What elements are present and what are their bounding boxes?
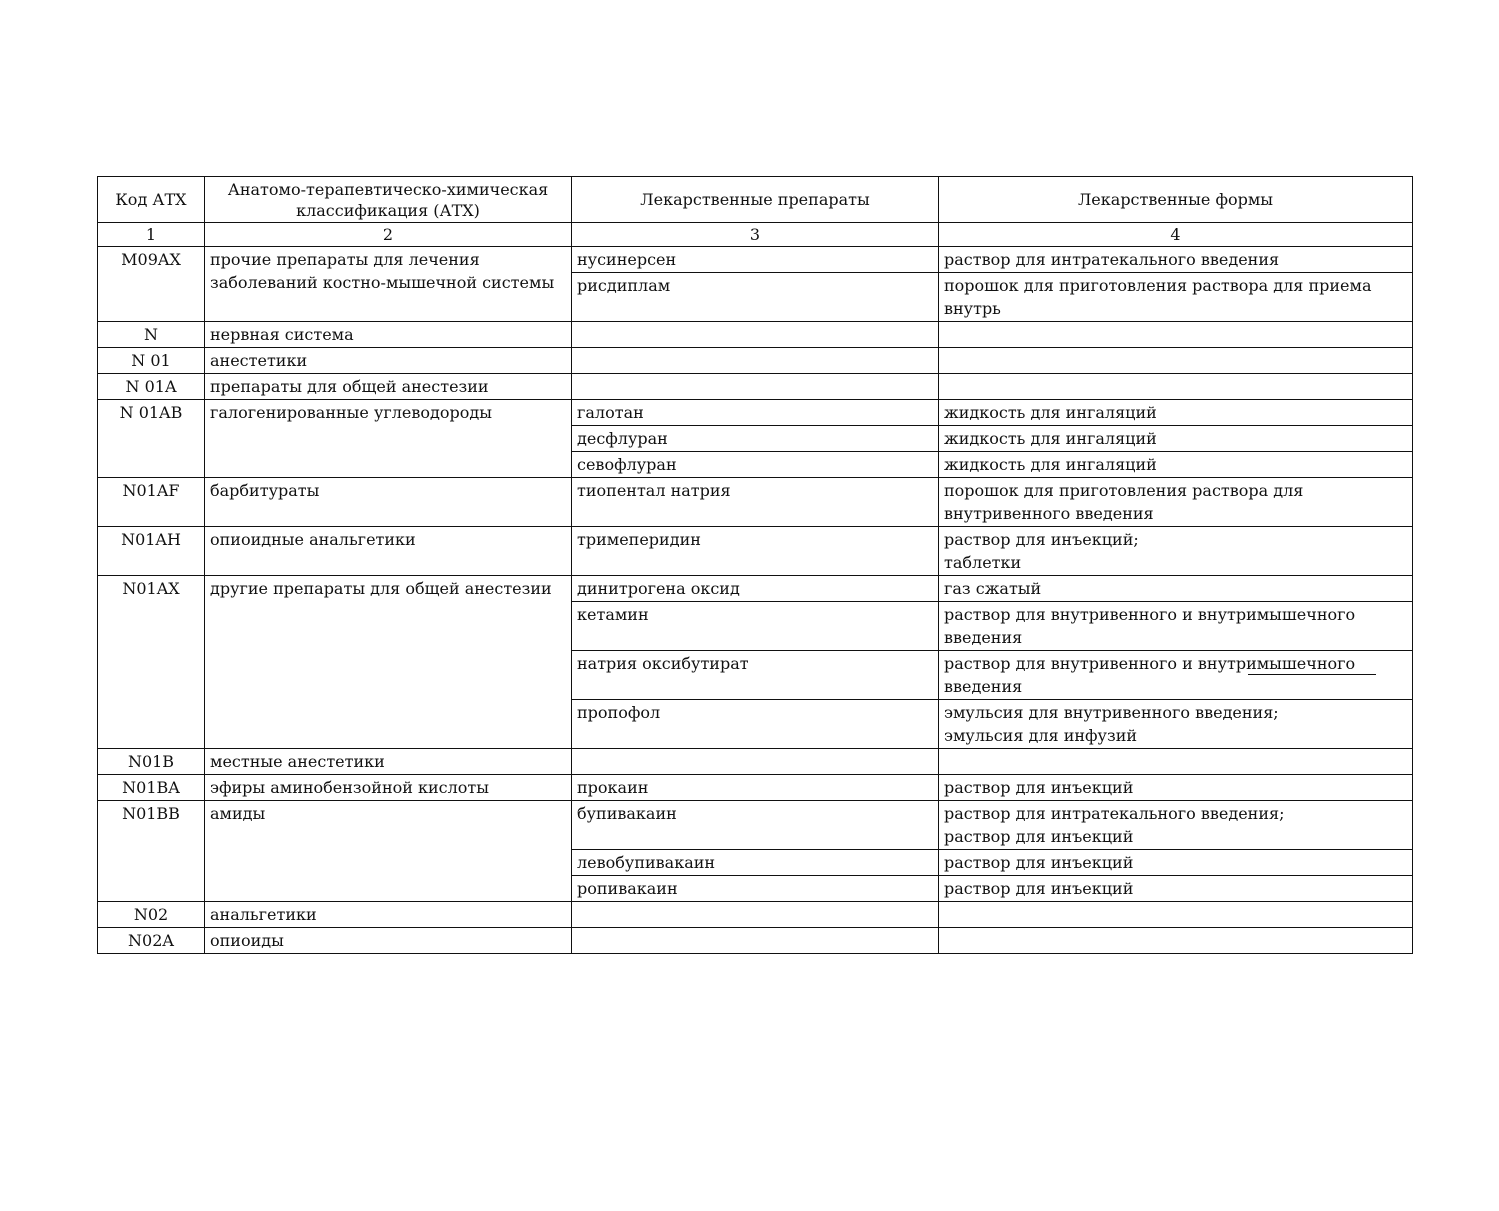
atx-code-cell: N01AH — [98, 527, 205, 576]
drug-name-cell-empty — [572, 374, 939, 400]
atx-code-cell: N02 — [98, 902, 205, 928]
drug-form-cell: раствор для интратекального введения; раствор для инъекций — [939, 801, 1413, 850]
table-row — [98, 374, 1413, 400]
atx-code-cell: N — [98, 322, 205, 348]
table-row — [98, 322, 1413, 348]
drug-form-cell: раствор для внутривенного и внутримышечного введения — [939, 602, 1413, 651]
drug-form-cell: жидкость для ингаляций — [939, 426, 1413, 452]
drug-name-cell: севофлуран — [572, 452, 939, 478]
drug-form-cell: газ сжатый — [939, 576, 1413, 602]
drug-name-cell: тиопентал натрия — [572, 478, 939, 527]
atx-code-cell: N01BA — [98, 775, 205, 801]
atx-group-name-cell: галогенированные углеводороды — [205, 400, 572, 478]
header-row — [98, 177, 1413, 223]
table-row — [98, 576, 1413, 602]
stray-underline — [1248, 674, 1376, 675]
header-drugs: Лекарственные препараты — [572, 177, 939, 223]
atx-group-name-cell: прочие препараты для лечения заболеваний костно-мышечной системы — [205, 247, 572, 322]
atx-table-body — [98, 177, 1413, 954]
table-row — [98, 749, 1413, 775]
header-forms: Лекарственные формы — [939, 177, 1413, 223]
drug-name-cell-empty — [572, 928, 939, 954]
drug-name-cell: пропофол — [572, 700, 939, 749]
atx-code-cell: N 01AB — [98, 400, 205, 478]
drug-form-cell: раствор для инъекций; таблетки — [939, 527, 1413, 576]
atx-code-cell: N02A — [98, 928, 205, 954]
drug-name-cell: ропивакаин — [572, 876, 939, 902]
drug-name-cell: натрия оксибутират — [572, 651, 939, 700]
drug-name-cell-empty — [572, 902, 939, 928]
atx-code-cell: N 01 — [98, 348, 205, 374]
table-row — [98, 801, 1413, 850]
table-row — [98, 478, 1413, 527]
atx-group-name-cell: анальгетики — [205, 902, 572, 928]
table-row — [98, 928, 1413, 954]
drug-form-cell-empty — [939, 749, 1413, 775]
column-number-row — [98, 223, 1413, 247]
drug-name-cell: кетамин — [572, 602, 939, 651]
table-row — [98, 348, 1413, 374]
drug-name-cell-empty — [572, 322, 939, 348]
drug-name-cell: прокаин — [572, 775, 939, 801]
column-number-1: 1 — [98, 223, 205, 247]
table-row — [98, 247, 1413, 273]
atx-group-name-cell: препараты для общей анестезии — [205, 374, 572, 400]
drug-name-cell: десфлуран — [572, 426, 939, 452]
header-code: Код АТХ — [98, 177, 205, 223]
table-row — [98, 902, 1413, 928]
drug-form-cell-empty — [939, 928, 1413, 954]
atx-code-cell: M09AX — [98, 247, 205, 322]
atx-group-name-cell: нервная система — [205, 322, 572, 348]
drug-name-cell: бупивакаин — [572, 801, 939, 850]
table-row — [98, 400, 1413, 426]
drug-form-cell: раствор для внутривенного и внутримышечного введения — [939, 651, 1413, 700]
drug-form-cell: раствор для инъекций — [939, 850, 1413, 876]
drug-form-cell: жидкость для ингаляций — [939, 400, 1413, 426]
drug-form-cell: жидкость для ингаляций — [939, 452, 1413, 478]
atx-group-name-cell: другие препараты для общей анестезии — [205, 576, 572, 749]
atx-code-cell: N 01A — [98, 374, 205, 400]
drug-form-cell: порошок для приготовления раствора для приема внутрь — [939, 273, 1413, 322]
drug-name-cell: галотан — [572, 400, 939, 426]
drug-name-cell: рисдиплам — [572, 273, 939, 322]
drug-form-cell-empty — [939, 348, 1413, 374]
drug-name-cell-empty — [572, 749, 939, 775]
drug-form-cell: раствор для инъекций — [939, 775, 1413, 801]
drug-form-cell-empty — [939, 374, 1413, 400]
drug-form-cell: порошок для приготовления раствора для внутривенного введения — [939, 478, 1413, 527]
drug-form-cell: раствор для интратекального введения — [939, 247, 1413, 273]
drug-form-cell-empty — [939, 322, 1413, 348]
atx-code-cell: N01AX — [98, 576, 205, 749]
atx-group-name-cell: амиды — [205, 801, 572, 902]
atx-code-cell: N01B — [98, 749, 205, 775]
drug-name-cell: левобупивакаин — [572, 850, 939, 876]
atx-group-name-cell: опиоидные анальгетики — [205, 527, 572, 576]
atx-table — [97, 176, 1413, 954]
column-number-4: 4 — [939, 223, 1413, 247]
drug-name-cell: нусинерсен — [572, 247, 939, 273]
column-number-2: 2 — [205, 223, 572, 247]
atx-group-name-cell: анестетики — [205, 348, 572, 374]
header-classification: Анатомо-терапевтическо-химическая классификация (АТХ) — [205, 177, 572, 223]
drug-form-cell-empty — [939, 902, 1413, 928]
drug-name-cell-empty — [572, 348, 939, 374]
atx-group-name-cell: эфиры аминобензойной кислоты — [205, 775, 572, 801]
table-row — [98, 527, 1413, 576]
drug-name-cell: тримеперидин — [572, 527, 939, 576]
drug-form-cell: раствор для инъекций — [939, 876, 1413, 902]
table-row — [98, 775, 1413, 801]
column-number-3: 3 — [572, 223, 939, 247]
drug-name-cell: динитрогена оксид — [572, 576, 939, 602]
atx-group-name-cell: барбитураты — [205, 478, 572, 527]
atx-code-cell: N01BB — [98, 801, 205, 902]
atx-code-cell: N01AF — [98, 478, 205, 527]
drug-form-cell: эмульсия для внутривенного введения; эмульсия для инфузий — [939, 700, 1413, 749]
atx-group-name-cell: местные анестетики — [205, 749, 572, 775]
atx-group-name-cell: опиоиды — [205, 928, 572, 954]
